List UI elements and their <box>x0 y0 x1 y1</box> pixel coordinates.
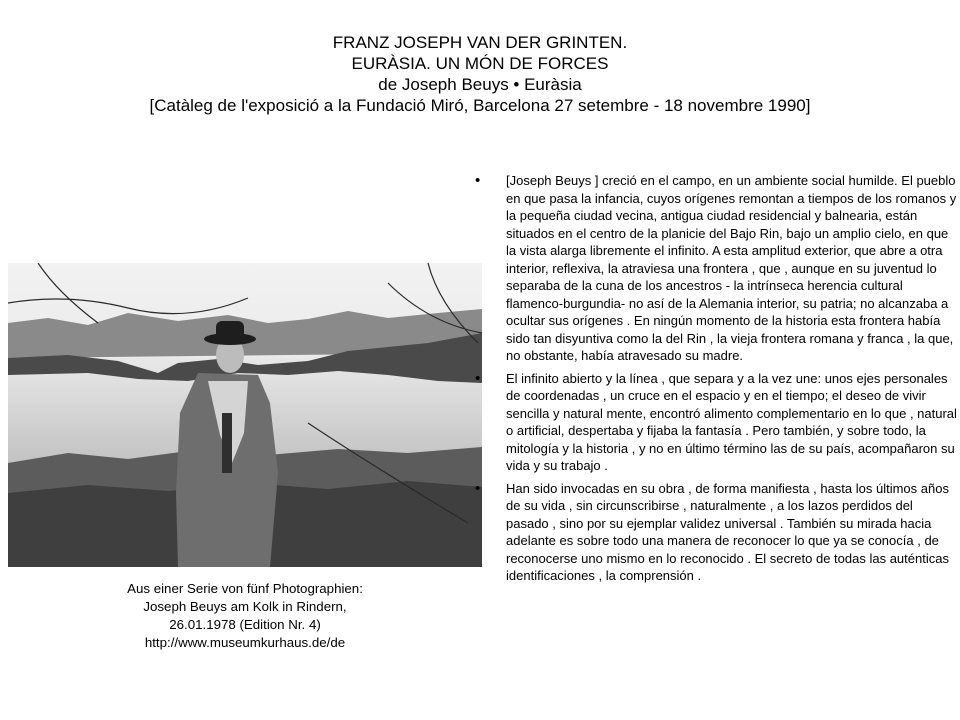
bullet: • <box>475 479 481 497</box>
title-line-catalog: [Catàleg de l'exposició a la Fundació Miró, Barcelona 27 setembre - 18 novembre 1990] <box>149 96 811 115</box>
beuys-photograph <box>8 263 482 567</box>
paragraph-work <box>475 479 958 585</box>
title-line-subtitle: de Joseph Beuys • Euràsia <box>378 75 582 94</box>
photo-caption <box>60 580 430 652</box>
paragraph-text: El infinito abierto y la línea , que separa y a la vez une: unos ejes personales de coordenadas , un cruce en el espacio y en el tiempo; el deseo de vivir sencilla y natural mente, encontró alimento complementario en lo que , natural o artificial, despertaba y fijaba la fantasía . Pero también, y sobre todo, la mitología y la historia , y no en último término las de su país, acompañaron su vida y su trabajo . <box>506 370 957 473</box>
caption-line-subject: Joseph Beuys am Kolk in Rindern, <box>143 599 347 614</box>
body-text <box>475 172 958 590</box>
caption-line-series: Aus einer Serie von fünf Photographien: <box>127 581 363 596</box>
paragraph-childhood <box>475 172 958 365</box>
title-line-book: EURÀSIA. UN MÓN DE FORCES <box>351 54 609 73</box>
caption-line-date: 26.01.1978 (Edition Nr. 4) <box>169 617 321 632</box>
slide-title <box>60 32 900 116</box>
paragraph-infinity <box>475 369 958 475</box>
paragraph-text: [Joseph Beuys ] creció en el campo, en un ambiente social humilde. El pueblo en que pasa la infancia, cuyos orígenes remontan a tiempos de los romanos y la pequeña ciudad vecina, antigua ciudad residencial y balnearia, están situados en el centro de la planicie del Bajo Rin, bajo un amplio cielo, en que la vista alarga libremente el infinito. A esta amplitud exterior, que abre a otra interior, reflexiva, la atraviesa una frontera , que , aunque en su juventud lo separaba de la cuna de los ancestros - la intrínseca herencia cultural flamenco-burgundia- no así de la Alemania interior, su patria; no alcanzaba a ocultar sus orígenes . En ningún momento de la historia esta frontera había sido tan disyuntiva como la del Rin , la vieja frontera romana y franca , la que, no obstante, había atravesado su madre. <box>506 173 957 363</box>
caption-line-url: http://www.museumkurhaus.de/de <box>144 635 346 650</box>
bullet: • <box>475 369 481 387</box>
bullet: • <box>475 172 481 189</box>
paragraph-text: Han sido invocadas en su obra , de forma manifiesta , hasta los últimos años de su vida , sin circunscribirse , naturalmente , a los lazos perdidos del pasado , sino por su ejemplar validez universal . También su mirada hacia adelante es sobre todo una manera de reconocer lo que ya se conocía , de reconocerse uno mismo en lo reconocido . El secreto de todas las auténticas identificaciones , la comprensión . <box>506 480 949 583</box>
title-line-author: FRANZ JOSEPH VAN DER GRINTEN. <box>332 33 628 52</box>
